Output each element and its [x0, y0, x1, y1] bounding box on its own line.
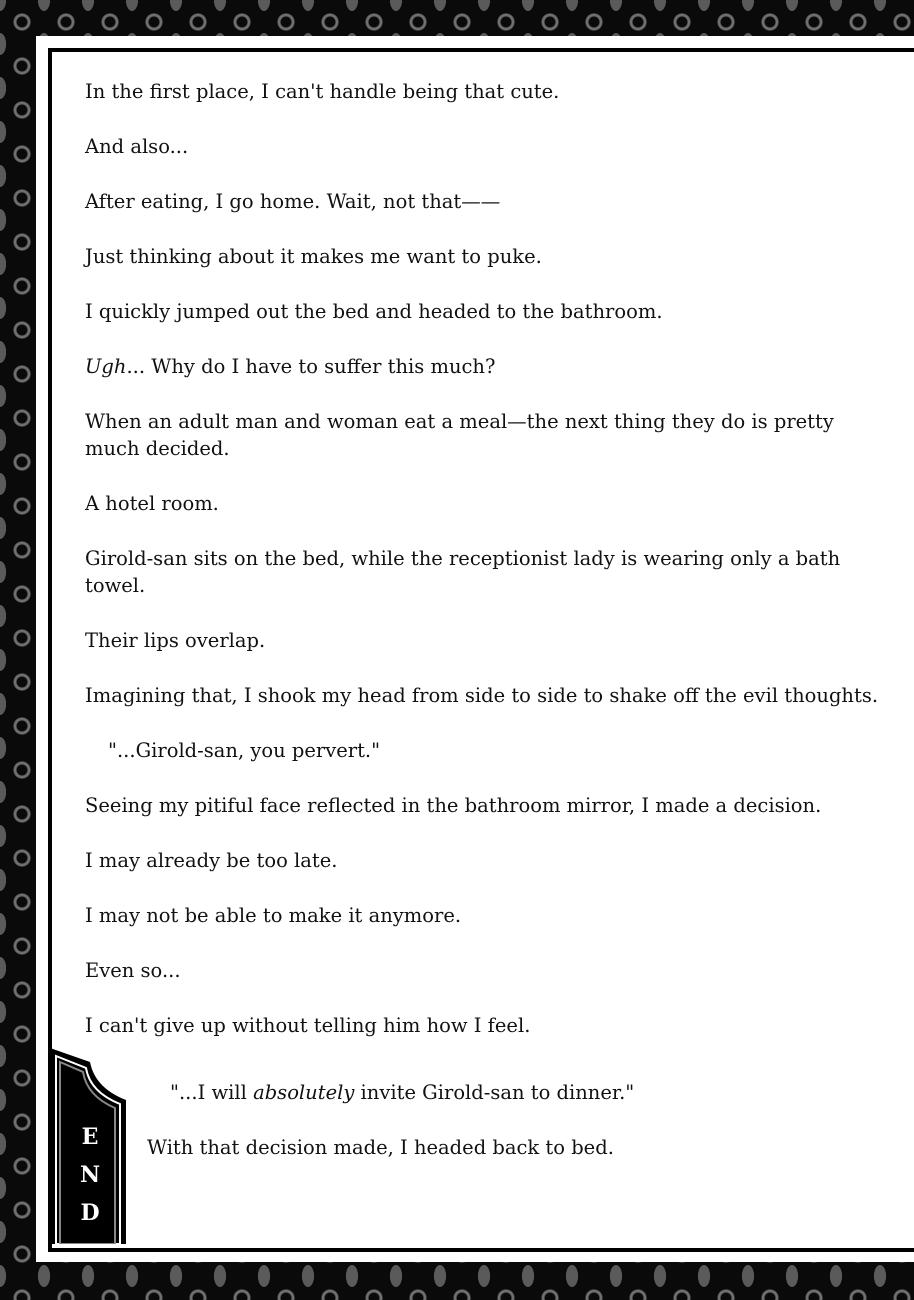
- dialogue: "...Girold-san, you pervert.": [108, 739, 381, 762]
- end-letter: E: [81, 1124, 99, 1150]
- paragraph: Just thinking about it makes me want to puke.: [85, 245, 542, 268]
- paragraph: When an adult man and woman eat a meal—the next thing they do is pretty much decided.: [85, 410, 834, 460]
- paragraph: A hotel room.: [85, 492, 219, 515]
- dialogue-text: invite Girold-san to dinner.": [354, 1081, 635, 1104]
- paragraph: Seeing my pitiful face reflected in the bathroom mirror, I made a decision.: [85, 794, 822, 817]
- paragraph: [85, 353, 885, 380]
- end-label: [80, 1118, 100, 1232]
- paragraph: Girold-san sits on the bed, while the receptionist lady is wearing only a bath towel.: [85, 547, 841, 597]
- paragraph: I may already be too late.: [85, 849, 338, 872]
- paragraph: After eating, I go home. Wait, not that——: [85, 190, 501, 213]
- paragraph: In the first place, I can't handle being that cute.: [85, 80, 560, 103]
- story-text: [85, 78, 885, 1189]
- paragraph: I can't give up without telling him how I feel.: [85, 1014, 531, 1037]
- paragraph-text: ... Why do I have to suffer this much?: [126, 355, 496, 378]
- paragraph: Even so...: [85, 959, 181, 982]
- paragraph: I quickly jumped out the bed and headed to the bathroom.: [85, 300, 663, 323]
- paragraph: Imagining that, I shook my head from side to side to shake off the evil thoughts.: [85, 684, 879, 707]
- end-letter: N: [80, 1162, 101, 1188]
- emphasis: absolutely: [253, 1081, 355, 1104]
- emphasis: Ugh: [85, 355, 127, 378]
- end-letter: D: [80, 1200, 100, 1226]
- dialogue-text: "...I will: [170, 1081, 254, 1104]
- paragraph: With that decision made, I headed back to bed.: [147, 1136, 614, 1159]
- paragraph: Their lips overlap.: [85, 629, 266, 652]
- paragraph: I may not be able to make it anymore.: [85, 904, 462, 927]
- dialogue: [85, 1079, 885, 1106]
- paragraph: And also...: [85, 135, 189, 158]
